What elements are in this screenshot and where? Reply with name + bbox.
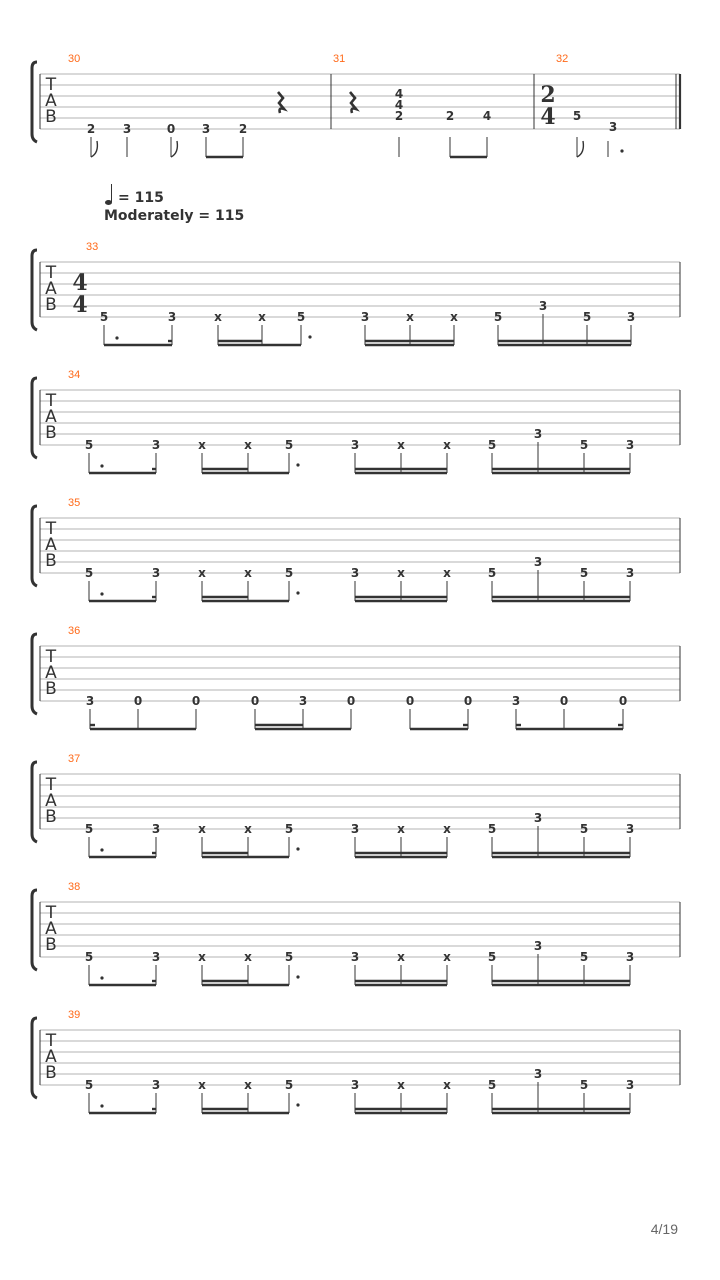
rhythm-dot (296, 975, 299, 978)
fret-number: x (214, 310, 222, 324)
fret-number: 5 (284, 438, 294, 452)
rhythm-dot (100, 464, 103, 467)
fret-number: 0 (559, 694, 569, 708)
fret-number: 5 (84, 950, 94, 964)
tab-clef-letter: T (45, 647, 57, 667)
fret-number: 2 (445, 109, 455, 123)
fret-number: x (198, 566, 206, 580)
rhythm-dot (100, 976, 103, 979)
fret-number: 0 (191, 694, 201, 708)
fret-number: x (450, 310, 458, 324)
fret-number: 3 (533, 939, 543, 953)
fret-number: x (397, 566, 405, 580)
measure-number: 35 (68, 497, 81, 509)
fret-number: x (198, 822, 206, 836)
tab-clef-letter: A (45, 407, 57, 427)
page-number: 4/19 (650, 1221, 678, 1237)
fret-number: x (443, 566, 451, 580)
system-bracket (32, 762, 37, 842)
tab-clef-letter: B (45, 679, 57, 699)
fret-number: 5 (99, 310, 109, 324)
fret-number: 3 (350, 950, 360, 964)
fret-number: x (198, 438, 206, 452)
fret-number: x (397, 1078, 405, 1092)
fret-number: x (443, 438, 451, 452)
fret-number: 3 (201, 122, 211, 136)
fret-number: 5 (487, 566, 497, 580)
system-bracket (32, 62, 37, 142)
fret-number: 3 (625, 566, 635, 580)
measure-number: 33 (86, 241, 99, 253)
tab-clef-letter: B (45, 107, 57, 127)
fret-number: 0 (618, 694, 628, 708)
fret-number: 3 (151, 822, 161, 836)
tab-clef-letter: T (45, 391, 57, 411)
fret-number: 0 (346, 694, 356, 708)
fret-number: 5 (84, 438, 94, 452)
fret-number: 3 (350, 438, 360, 452)
tab-clef-letter: B (45, 1063, 57, 1083)
system-bracket (32, 250, 37, 330)
fret-number: 0 (463, 694, 473, 708)
tab-clef-letter: B (45, 551, 57, 571)
quarter-rest-icon (278, 92, 284, 113)
fret-number: 3 (167, 310, 177, 324)
rhythm-dot (100, 592, 103, 595)
system-bracket (32, 506, 37, 586)
fret-number: 4 (394, 87, 404, 101)
quarter-rest-icon (350, 92, 356, 113)
fret-number: 5 (84, 1078, 94, 1092)
fret-number: 0 (405, 694, 415, 708)
rhythm-dot (115, 336, 118, 339)
fret-number: 3 (533, 555, 543, 569)
tab-clef-letter: A (45, 91, 57, 111)
tab-clef-letter: B (45, 423, 57, 443)
measure-number: 30 (68, 53, 81, 65)
fret-number: 5 (579, 566, 589, 580)
tab-clef-letter: T (45, 1031, 57, 1051)
tab-clef-letter: B (45, 807, 57, 827)
fret-number: 3 (533, 811, 543, 825)
quarter-note-icon (104, 190, 118, 204)
fret-number: 5 (284, 566, 294, 580)
fret-number: 3 (151, 1078, 161, 1092)
system-bracket (32, 378, 37, 458)
fret-number: x (397, 438, 405, 452)
fret-number: x (258, 310, 266, 324)
fret-number: 3 (625, 1078, 635, 1092)
rhythm-dot (296, 591, 299, 594)
fret-number: x (244, 950, 252, 964)
fret-number: 2 (238, 122, 248, 136)
rhythm-dot (100, 848, 103, 851)
measure-number: 31 (333, 53, 346, 65)
fret-number: x (443, 822, 451, 836)
tab-clef-letter: B (45, 935, 57, 955)
fret-number: 4 (394, 98, 404, 112)
eighth-flag (577, 141, 583, 157)
fret-number: 3 (350, 1078, 360, 1092)
fret-number: x (397, 950, 405, 964)
fret-number: 3 (625, 438, 635, 452)
eighth-flag (171, 141, 177, 157)
fret-number: 5 (284, 1078, 294, 1092)
fret-number: 3 (360, 310, 370, 324)
fret-number: 5 (284, 822, 294, 836)
fret-number: 5 (284, 950, 294, 964)
fret-number: x (406, 310, 414, 324)
tab-clef-letter: A (45, 1047, 57, 1067)
fret-number: 2 (394, 109, 404, 123)
fret-number: 5 (579, 822, 589, 836)
fret-number: 3 (151, 438, 161, 452)
fret-number: 3 (350, 822, 360, 836)
fret-number: x (244, 822, 252, 836)
rhythm-dot (296, 847, 299, 850)
fret-number: 3 (608, 120, 618, 134)
fret-number: 3 (511, 694, 521, 708)
measure-number: 34 (68, 369, 81, 381)
fret-number: 5 (493, 310, 503, 324)
fret-number: x (244, 438, 252, 452)
tab-clef-letter: T (45, 775, 57, 795)
time-signature-bottom: 4 (72, 292, 88, 318)
fret-number: x (198, 950, 206, 964)
measure-number: 38 (68, 881, 81, 893)
fret-number: 5 (582, 310, 592, 324)
fret-number: x (443, 950, 451, 964)
fret-number: x (198, 1078, 206, 1092)
fret-number: x (244, 566, 252, 580)
time-signature-top: 2 (540, 82, 556, 108)
fret-number: 5 (487, 950, 497, 964)
measure-number: 36 (68, 625, 81, 637)
fret-number: 5 (572, 109, 582, 123)
fret-number: 0 (133, 694, 143, 708)
rhythm-dot (296, 1103, 299, 1106)
fret-number: 3 (151, 950, 161, 964)
eighth-flag (91, 141, 97, 157)
rhythm-dot (296, 463, 299, 466)
system-bracket (32, 1018, 37, 1098)
fret-number: 3 (538, 299, 548, 313)
tab-clef-letter: A (45, 919, 57, 939)
fret-number: 3 (533, 427, 543, 441)
fret-number: 5 (487, 438, 497, 452)
fret-number: x (397, 822, 405, 836)
tab-clef-letter: T (45, 903, 57, 923)
fret-number: 5 (296, 310, 306, 324)
time-signature-top: 4 (72, 270, 88, 296)
tab-clef-letter: A (45, 279, 57, 299)
measure-number: 39 (68, 1009, 81, 1021)
fret-number: 3 (151, 566, 161, 580)
fret-number: 4 (482, 109, 492, 123)
fret-number: 5 (579, 1078, 589, 1092)
fret-number: 3 (626, 310, 636, 324)
tab-clef-letter: T (45, 519, 57, 539)
system-bracket (32, 634, 37, 714)
measure-number: 37 (68, 753, 81, 765)
fret-number: 0 (166, 122, 176, 136)
fret-number: x (244, 1078, 252, 1092)
tab-clef-letter: A (45, 535, 57, 555)
rhythm-dot (308, 335, 311, 338)
tab-clef-letter: B (45, 295, 57, 315)
tab-clef-letter: A (45, 791, 57, 811)
fret-number: 3 (85, 694, 95, 708)
fret-number: 0 (250, 694, 260, 708)
fret-number: 2 (86, 122, 96, 136)
fret-number: 3 (122, 122, 132, 136)
system-bracket (32, 890, 37, 970)
tab-clef-letter: A (45, 663, 57, 683)
fret-number: 5 (487, 1078, 497, 1092)
fret-number: 5 (579, 950, 589, 964)
fret-number: 5 (84, 566, 94, 580)
fret-number: 5 (579, 438, 589, 452)
time-signature-bottom: 4 (540, 104, 556, 130)
tempo-bpm-text: = 115 (104, 190, 164, 206)
tab-clef-letter: T (45, 75, 57, 95)
fret-number: 3 (625, 950, 635, 964)
rhythm-dot (100, 1104, 103, 1107)
fret-number: 5 (84, 822, 94, 836)
rhythm-dot (620, 149, 623, 152)
measure-number: 32 (556, 53, 569, 65)
fret-number: x (443, 1078, 451, 1092)
tab-clef-letter: T (45, 263, 57, 283)
fret-number: 3 (298, 694, 308, 708)
fret-number: 3 (625, 822, 635, 836)
fret-number: 3 (533, 1067, 543, 1081)
fret-number: 3 (350, 566, 360, 580)
tempo-marking: Moderately = 115 (104, 208, 245, 224)
fret-number: 5 (487, 822, 497, 836)
